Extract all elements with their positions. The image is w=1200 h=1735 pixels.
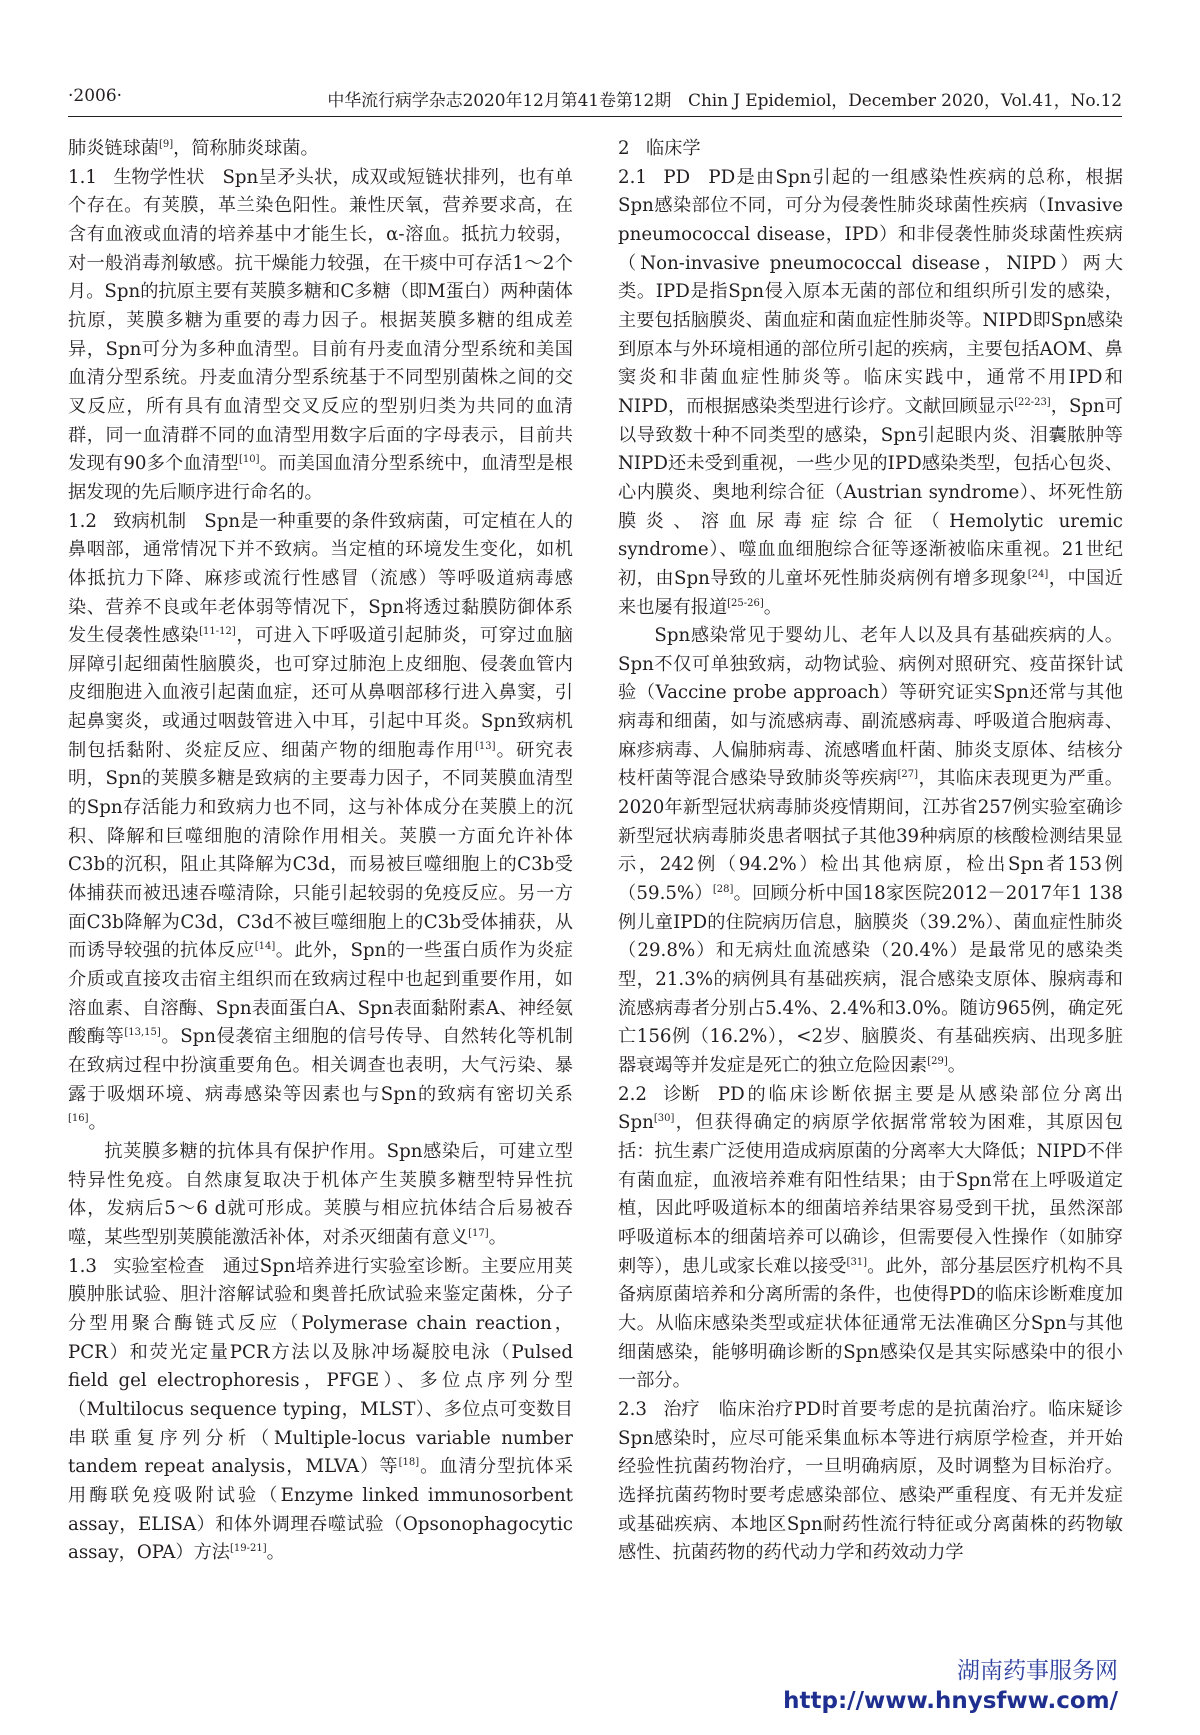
citation: [27]: [897, 769, 919, 781]
section-title: 实验室检查: [113, 1255, 205, 1277]
section-2-heading: [618, 135, 1123, 164]
section-number: 2.1: [618, 166, 647, 188]
citation: [22-23]: [1014, 396, 1051, 408]
section-2-1: 2.1 PD PD是由Spn引起的一组感染性疾病的总称，根据Spn感染部位不同，可分为侵袭性肺炎球菌性疾病（Invasive pneumococcal disease，IPD）和非侵袭性肺炎球菌性疾病（Non-invasive pneumococcal disease，NIPD）两大类。IPD是指Spn侵入原本无菌的部位和组织所引发的感染，主要包括脑膜炎、菌血症和菌血症性肺炎等。NIPD即Spn感染到原本与外环境相通的部位所引起的疾病，主要包括AOM、鼻窦炎和非菌血症性肺炎等。临床实践中，通常不用IPD和NIPD，而根据感染类型进行诊疗。文献回顾显示[22-23]，Spn可以导致数十种不同类型的感染，Spn引起眼内炎、泪囊脓肿等NIPD还未受到重视，一些少见的IPD感染类型，包括心包炎、心内膜炎、奥地利综合征（Austrian syndrome）、坏死性筋膜炎、溶血尿毒症综合征（Hemolytic uremic syndrome）、噬血血细胞综合征等逐渐被临床重视。21世纪初，由Spn导致的儿童坏死性肺炎病例有增多现象[24]，中国近来也屡有报道[25-26]。: [618, 164, 1123, 623]
citation: [16]: [68, 1113, 89, 1125]
citation: [13,15]: [124, 1027, 161, 1039]
section-number: 2.3: [618, 1398, 647, 1420]
running-header: [68, 86, 1122, 118]
watermark-url[interactable]: http://www.hnysfww.com/: [783, 1688, 1118, 1714]
section-title: 治疗: [663, 1398, 700, 1420]
right-column: [618, 135, 1123, 1568]
citation: [13]: [474, 740, 496, 752]
citation: [30]: [653, 1113, 675, 1125]
section-number: 2: [618, 138, 630, 159]
section-number: 1.1: [68, 166, 97, 188]
section-1-3: 1.3 实验室检查 通过Spn培养进行实验室诊断。主要应用荚膜肿胀试验、胆汁溶解试验和奥普托欣试验来鉴定菌株，分子分型用聚合酶链式反应（Polymerase chain reaction，PCR）和荧光定量PCR方法以及脉冲场凝胶电泳（Pulsed field gel electrophoresis，PFGE）、多位点序列分型（Multilocus sequence typing，MLST）、多位点可变数目串联重复序列分析（Multiple-locus variable number tandem repeat analysis，MLVA）等[18]。血清分型抗体采用酶联免疫吸附试验（Enzyme linked immunosorbent assay，ELISA）和体外调理吞噬试验（Opsonophagocytic assay，OPA）方法[19-21]。: [68, 1253, 573, 1568]
site-watermark: [783, 1656, 1118, 1716]
citation: [29]: [927, 1055, 948, 1067]
citation: [24]: [1027, 568, 1049, 580]
citation: [19-21]: [230, 1543, 267, 1555]
paragraph-continuation: 肺炎链球菌[9]，简称肺炎球菌。: [68, 138, 319, 159]
header-rule: [68, 116, 1122, 117]
section-1-2: 1.2 致病机制 Spn是一种重要的条件致病菌，可定植在人的鼻咽部，通常情况下并不致病。当定植的环境发生变化，如机体抵抗力下降、麻疹或流行性感冒（流感）等呼吸道病毒感染、营养不良或年老体弱等情况下，Spn将透过黏膜防御体系发生侵袭性感染[11-12]，可进入下呼吸道引起肺炎，可穿过血脑屏障引起细菌性脑膜炎，也可穿过肺泡上皮细胞、侵袭血管内皮细胞进入血液引起菌血症，还可从鼻咽部移行进入鼻窦，引起鼻窦炎，或通过咽鼓管进入中耳，引起中耳炎。Spn致病机制包括黏附、炎症反应、细菌产物的细胞毒作用[13]。研究表明，Spn的荚膜多糖是致病的主要毒力因子，不同荚膜血清型的Spn存活能力和致病力也不同，这与补体成分在荚膜上的沉积、降解和巨噬细胞的清除作用相关。荚膜一方面允许补体C3b的沉积，阻止其降解为C3d，而易被巨噬细胞上的C3b受体捕获而被迅速吞噬清除，只能引起较弱的免疫反应。另一方面C3b降解为C3d，C3d不被巨噬细胞上的C3b受体捕获，从而诱导较强的抗体反应[14]。此外，Spn的一些蛋白质作为炎症介质或直接攻击宿主组织而在致病过程中也起到重要作用，如溶血素、自溶酶、Spn表面蛋白A、Spn表面黏附素A、神经氨酸酶等[13,15]。Spn侵袭宿主细胞的信号传导、自然转化等机制在致病过程中扮演重要角色。相关调查也表明，大气污染、暴露于吸烟环境、病毒感染等因素也与Spn的致病有密切关系[16]。: [68, 508, 573, 1138]
citation: [17]: [468, 1227, 489, 1239]
section-title: 临床学: [645, 138, 701, 159]
journal-citation: 中华流行病学杂志2020年12月第41卷第12期 Chin J Epidemiol，December 2020，Vol.41，No.12: [327, 91, 1122, 111]
citation: [28]: [712, 884, 734, 895]
paragraph-spn-infection: Spn感染常见于婴幼儿、老年人以及具有基础疾病的人。Spn不仅可单独致病，动物试验、病例对照研究、疫苗探针试验（Vaccine probe approach）等研究证实Spn还常与其他病毒和细菌，如与流感病毒、副流感病毒、呼吸道合胞病毒、麻疹病毒、人偏肺病毒、流感嗜血杆菌、肺炎支原体、结核分枝杆菌等混合感染导致肺炎等疾病[27]，其临床表现更为严重。2020年新型冠状病毒肺炎疫情期间，江苏省257例实验室确诊新型冠状病毒肺炎患者咽拭子其他39种病原的核酸检测结果显示，242例（94.2%）检出其他病原，检出Spn者153例（59.5%）[28]。回顾分析中国18家医院2012－2017年1 138例儿童IPD的住院病历信息，脑膜炎（39.2%）、菌血症性肺炎（29.8%）和无病灶血流感染（20.4%）是最常见的感染类型，21.3%的病例具有基础疾病，混合感染支原体、腺病毒和流感病毒者分别占5.4%、2.4%和3.0%。随访965例，确定死亡156例（16.2%），<2岁、脑膜炎、有基础疾病、出现多脏器衰竭等并发症是死亡的独立危险因素[29]。: [618, 625, 1123, 1076]
section-2-3: 2.3 治疗 临床治疗PD时首要考虑的是抗菌治疗。临床疑诊Spn感染时，应尽可能采集血标本等进行病原学检查，并开始经验性抗菌药物治疗，一旦明确病原，及时调整为目标治疗。选择抗菌药物时要考虑感染部位、感染严重程度、有无并发症或基础疾病、本地区Spn耐药性流行特征或分离菌株的药物敏感性、抗菌药物的药代动力学和药效动力学: [618, 1396, 1123, 1568]
section-title: PD: [663, 166, 691, 188]
section-number: 1.3: [68, 1255, 97, 1277]
citation: [14]: [254, 941, 276, 953]
citation: [18]: [398, 1457, 420, 1469]
citation: [25-26]: [727, 597, 764, 609]
citation: [10]: [238, 454, 260, 466]
section-number: 2.2: [618, 1083, 647, 1105]
section-1-1: 1.1 生物学性状 Spn呈矛头状，成双或短链状排列，也有单个存在。有荚膜，革兰染色阳性。兼性厌氧，营养要求高，在含有血液或血清的培养基中才能生长，α-溶血。抵抗力较弱，对一般消毒剂敏感。抗干燥能力较强，在干痰中可存活1～2个月。Spn的抗原主要有荚膜多糖和C多糖（即M蛋白）两种菌体抗原，荚膜多糖为重要的毒力因子。根据荚膜多糖的组成差异，Spn可分为多种血清型。目前有丹麦血清分型系统和美国血清分型系统。丹麦血清分型系统基于不同型别菌株之间的交叉反应，所有具有血清型交叉反应的型别归类为共同的血清群，同一血清群不同的血清型用数字后面的字母表示，目前共发现有90多个血清型[10]。而美国血清分型系统中，血清型是根据发现的先后顺序进行命名的。: [68, 164, 573, 508]
paragraph-antibody: 抗荚膜多糖的抗体具有保护作用。Spn感染后，可建立型特异性免疫。自然康复取决于机体产生荚膜多糖型特异性抗体，发病后5～6 d就可形成。荚膜与相应抗体结合后易被吞噬，某些型别荚膜能激活补体，对杀灭细菌有意义[17]。: [68, 1140, 573, 1248]
section-title: 诊断: [663, 1083, 700, 1105]
left-column: [68, 135, 573, 1568]
citation: [31]: [846, 1256, 868, 1268]
section-2-2: 2.2 诊断 PD的临床诊断依据主要是从感染部位分离出Spn[30]，但获得确定的病原学依据常常较为困难，其原因包括：抗生素广泛使用造成病原菌的分离率大大降低；NIPD不伴有菌血症，血液培养难有阳性结果；由于Spn常在上呼吸道定植，因此呼吸道标本的细菌培养结果容易受到干扰，虽然深部呼吸道标本的细菌培养可以确诊，但需要侵入性操作（如肺穿刺等），患儿或家长难以接受[31]。此外，部分基层医疗机构不具备病原菌培养和分离所需的条件，也使得PD的临床诊断难度加大。从临床感染类型或症状体征通常无法准确区分Spn与其他细菌感染，能够明确诊断的Spn感染仅是其实际感染中的很小一部分。: [618, 1081, 1123, 1396]
citation: [9]: [158, 138, 174, 150]
watermark-site-name: 湖南药事服务网: [957, 1658, 1118, 1684]
section-number: 1.2: [68, 510, 97, 532]
citation: [11-12]: [199, 626, 236, 638]
section-title: 生物学性状: [113, 166, 205, 188]
page-number: ·2006·: [68, 86, 123, 106]
section-title: 致病机制: [113, 510, 187, 532]
